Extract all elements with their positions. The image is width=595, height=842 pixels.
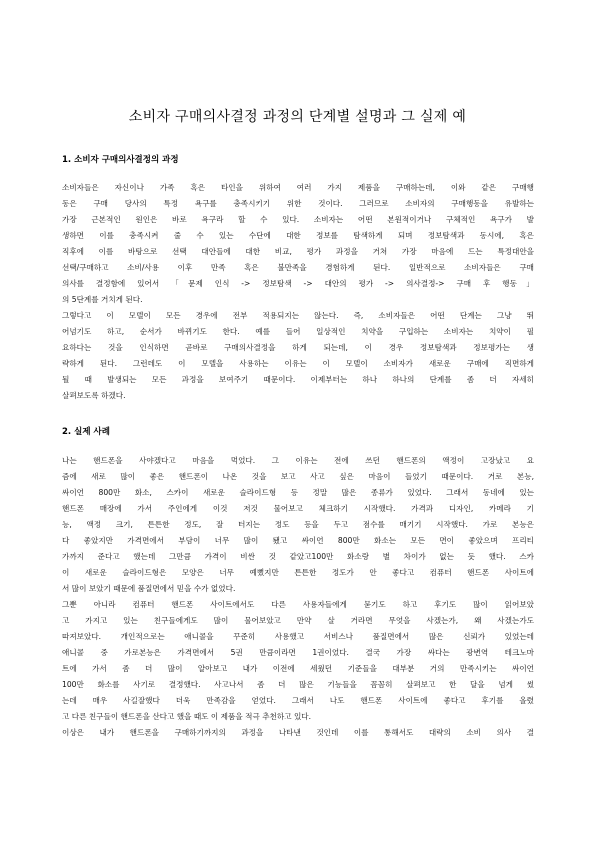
paragraph-line: 싸이언 800만 화소, 스카이 새로운 슬라이드형 등 정말 많은 종류가 있었다. 그래서 동네에 있는 [62,488,534,497]
paragraph-line: 핸드폰 매장에 가서 주인에게 이것 저것 물어보고 체크하기 시작했다. 가격과 디자인, 카메라 기 [62,504,534,513]
paragraph-line: 직후에 이를 바탕으로 선택 대안들에 대한 비교, 평가 과정을 거쳐 가장 마음에 드는 특정대안을 [62,247,534,256]
paragraph-line: 가장 근본적인 원인은 바로 욕구라 할 수 있다. 소비자는 어떤 본원적이거나 구체적인 욕구가 발 [62,215,534,224]
paragraph-line: 따져보았다. 개인적으로는 애니콜을 꾸준히 사용했고 서비스나 품질면에서 많은 신뢰가 있었는데 [62,632,534,641]
paragraph-line: 고 가지고 있는 친구들에게도 많이 물어보았고 만약 살 거라면 무엇을 사겠는가, 왜 사겠는가도 [62,616,534,625]
section-heading-process: 1. 소비자 구매의사결정의 과정 [62,155,179,165]
paragraph-line: 의 5단계를 거치게 된다. [62,295,143,304]
paragraph-line: 의사를 결정함에 있어서 「문제 인식 -> 정보탐색 -> 대안의 평가 -> 의사결정-> 구매 후 행동」 [62,279,534,288]
paragraph-line: 서 많이 보았기 때문에 품질면에서 믿을 수가 없었다. [62,584,236,593]
paragraph-line: 선택/구매하고 소비/사용 이후 만족 혹은 불만족을 경험하게 된다. 일반적으로 소비자들은 구매 [62,263,534,272]
paragraph-line: 다 좋았지만 가격면에서 부담이 너무 많이 됐고 싸이언 800만 화소는 모든 면이 좋았으며 프리티 [62,536,534,545]
paragraph-line: 즘에 새로 많이 좋은 핸드폰이 나온 것을 보고 사고 싶은 마음이 들었기 때문이다. 거로 본능, [62,472,534,481]
paragraph-line: 트에 가서 좀 더 많이 알아보고 내가 이전에 세웠던 기준들을 대부분 거의 만족시키는 싸이언 [62,664,534,673]
paragraph-line: 생하면 이를 충족시켜 줄 수 있는 수단에 대한 정보를 탐색하게 되며 정보탐색과 동시에, 혹은 [62,231,534,240]
paragraph-line: 어넘기도 하고, 순서가 바뀌기도 한다. 예를 들어 일상적인 치약을 구입하는 소비자는 치약이 필 [62,327,534,336]
document-title: 소비자 구매의사결정 과정의 단계별 설명과 그 실제 예 [128,109,467,125]
paragraph-line: 100만 화소를 사기로 결정했다. 사고나서 좀 더 많은 기능들을 꼼꼼히 살펴보고 한 달을 넘게 썼 [62,680,534,689]
paragraph-line: 요하다는 것을 인식하면 곧바로 구매의사결정을 하게 되는데, 이 경우 정보탐색과 정보평가는 생 [62,343,534,352]
paragraph-line: 이상은 내가 핸드폰을 구매하기까지의 과정을 나타낸 것인데 이를 통해서도 대략의 소비 의사 결 [62,728,534,737]
paragraph-line: 이 새로운 슬라이드형은 모양은 너무 예뻤지만 튼튼한 정도가 안 좋다고 컴퓨터 핸드폰 사이트에 [62,568,534,577]
paragraph-line: 그뿐 아니라 컴퓨터 핸드폰 사이트에서도 다른 사용자들에게 묻기도 하고 후기도 많이 읽어보았 [62,600,534,609]
paragraph-line: 될 때 발생되는 모든 과정을 보여주기 때문이다. 이제부터는 하나 하나의 단계를 좀 더 자세히 [62,375,534,384]
paragraph-line: 애니콜 중 가로본능은 가격면에서 5권 만큼이라면 1권이었다. 결국 가장 싸다는 광변역 테크노마 [62,648,534,657]
paragraph-line: 략하게 된다. 그런데도 이 모델을 사용하는 이유는 이 모델이 소비자가 새로운 구매에 직면하게 [62,359,534,368]
paragraph-line: 나는 핸드폰을 사야겠다고 마음을 먹었다. 그 이유는 전에 쓰던 핸드폰의 액정이 고장났고 요 [62,456,534,465]
paragraph-line: 능, 액정 크기, 튼튼한 정도, 잘 터지는 정도 등을 두고 점수를 매기기 시작했다. 가로 본능은 [62,520,534,529]
paragraph-line: 가까지 준다고 했는데 그만큼 가격이 비싼 것 같았고100만 화소랑 별 차이가 없는 듯 했다. 스카 [62,552,534,561]
paragraph-line: 그렇다고 이 모델이 모든 경우에 전부 적용되지는 않는다. 즉, 소비자들은 어떤 단계는 그냥 뛰 [62,311,534,320]
paragraph-line: 는데 매우 사길잘했다 더욱 만족감을 얻었다. 그래서 나도 핸드폰 사이트에 좋다고 후기를 올렸 [62,696,534,705]
paragraph-line: 살펴보도록 하겠다. [62,391,126,400]
paragraph-line: 소비자들은 자신이나 가족 혹은 타인을 위하여 여러 가지 제품을 구매하는데, 이와 같은 구매행 [62,183,534,192]
paragraph-line: 동은 구매 당사의 특정 욕구를 충족시키기 위한 것이다. 그러므로 소비자의 구매행동을 유발하는 [62,199,534,208]
paragraph-line: 고 다른 친구들이 핸드폰을 산다고 했을 때도 이 제품을 적극 추천하고 있다. [62,712,312,721]
section-heading-example: 2. 실제 사례 [62,427,110,437]
